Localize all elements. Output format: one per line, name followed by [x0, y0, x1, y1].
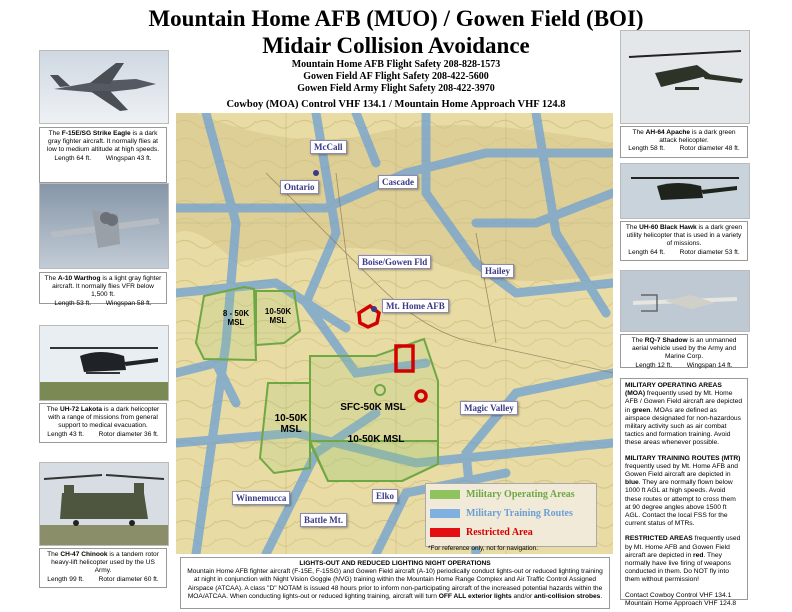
- legend-mtr: [430, 508, 573, 522]
- uh72-photo: [39, 325, 169, 401]
- a10-wingspan: Wingspan 58 ft.: [105, 299, 152, 307]
- city-magic-valley[interactable]: Magic Valley: [460, 401, 518, 415]
- night-ops-title: LIGHTS-OUT AND REDUCED LIGHTING NIGHT OPERATIONS: [299, 560, 491, 567]
- phone-gowen-af: Gowen Field AF Flight Safety 208-422-5600: [303, 71, 489, 82]
- ah64-name: AH-64 Apache: [645, 129, 691, 136]
- city-elko[interactable]: Elko: [372, 489, 398, 503]
- city-ontario[interactable]: Ontario: [280, 180, 319, 194]
- map-note: *For reference only, not for navigation.: [428, 545, 539, 552]
- legend-restricted: [430, 527, 533, 541]
- page-subtitle: Midair Collision Avoidance: [262, 33, 530, 58]
- mtr-info-body1: frequently used by Mt. Home AFB and Gowen Field aircraft are depicted in: [625, 462, 739, 479]
- rq7-wingspan: Wingspan 14 ft.: [686, 361, 733, 369]
- zone-label-sfc-50k: SFC-50K MSL: [340, 402, 406, 413]
- ah64-photo: [620, 30, 750, 124]
- mtr-info: [625, 455, 743, 529]
- uh72-desc: is a dark helicopter with a range of missions from general support to medical evacuation.: [48, 406, 160, 430]
- ah64-length: Length 58 ft.: [628, 145, 665, 153]
- legend-moa-swatch: [430, 490, 460, 499]
- night-ops-tail2: .: [600, 592, 603, 600]
- contact-cowboy: Contact Cowboy Control VHF 134.1: [625, 591, 732, 599]
- a10-desc: is a light gray fighter aircraft. It normally flies VFR below 1,500 ft.: [52, 275, 162, 299]
- f15-name: F-15E/SG Strike Eagle: [61, 130, 131, 137]
- night-ops-tail1: and/or: [511, 592, 535, 600]
- night-ops-body: Mountain Home AFB fighter aircraft (F-15E, F-15SG) and Gowen Field aircraft (A-10) periodically conduct lights-out or reduced lighting training at night in conjunction with Night Vision Goggle (NVG) training within the Mountain Home Range Complex and Air Traffic Control Assigned Airspace (ATCAA). A class "D" NOTAM is issued 48 hours prior to inform non-participating aircraft of the increased potential hazards within the MOA/ATCAA. When conducting lights-out or reduced lighting training, aircraft will turn: [187, 568, 603, 600]
- city-cascade[interactable]: Cascade: [378, 175, 418, 189]
- moa-info-body2: . MOAs are defined as airspace designated for non-hazardous military activity such as air combat tactics and formation training. Avoid these areas whenever possible.: [625, 406, 741, 447]
- ch47-desc: is a tandem rotor heavy-lift helicopter used by the US Army.: [51, 551, 159, 575]
- uh72-name: UH-72 Lakota: [59, 406, 103, 413]
- mtr-info-body2: . They are normally flown below 1000 ft AGL at high speeds. Avoid these routes or attempt to cross them at 90 degree angles above 1500 ft AGL. Contact the local FSS for the current status of MTRs.: [625, 479, 736, 528]
- city-boise[interactable]: Boise/Gowen Fld: [358, 255, 431, 269]
- ah64-desc: is a dark green attack helicopter.: [659, 129, 736, 145]
- zone-label-10-50k-south: 10-50K MSL: [347, 434, 405, 445]
- f15-wingspan: Wingspan 43 ft.: [105, 154, 152, 162]
- contact-info: [625, 592, 743, 608]
- legend-mtr-swatch: [430, 509, 460, 518]
- ch47-photo: [39, 462, 169, 546]
- radio-frequencies: Cowboy (MOA) Control VHF 134.1 / Mountain Home Approach VHF 124.8: [226, 99, 566, 110]
- ah64-rotor: Rotor diameter 48 ft.: [679, 145, 740, 153]
- mtr-info-title: MILITARY TRAINING ROUTES (MTR): [625, 454, 741, 462]
- legend-restricted-label: Restricted Area: [466, 527, 533, 538]
- city-mccall[interactable]: McCall: [310, 140, 347, 154]
- moa-info: [625, 382, 743, 448]
- uh72-rotor: Rotor diameter 36 ft.: [98, 430, 159, 438]
- sectional-map[interactable]: [176, 113, 613, 554]
- moa-info-body1: frequently used by Mt. Home AFB / Gowen Field aircraft are depicted in: [625, 390, 743, 414]
- restricted-info-body1: frequently used by Mt. Home AFB and Gowen Field aircraft are depicted in: [625, 535, 741, 559]
- rq7-caption: The RQ-7 Shadow is an unmanned aerial vehicle used by the Army and Marine Corp. Length 12 ft. Wingspan 14 ft.: [620, 334, 748, 368]
- rq7-photo: [620, 270, 750, 332]
- legend-mtr-label: Military Training Routes: [466, 508, 573, 519]
- night-ops-emph1: OFF ALL exterior lights: [438, 592, 512, 600]
- phone-gowen-army: Gowen Field Army Flight Safety 208-422-3970: [297, 83, 495, 94]
- ch47-length: Length 99 ft.: [47, 575, 84, 583]
- f15-desc: is a dark gray fighter aircraft. It normally flies at low to medium altitude at high speeds.: [46, 130, 160, 154]
- uh60-caption: The UH-60 Black Hawk is a dark green utility helicopter that is used in a variety of missions. Length 64 ft. Rotor diameter 53 ft.: [620, 221, 748, 261]
- moa-info-title: MILITARY OPERATING AREAS (MOA): [625, 382, 722, 398]
- zone-label-10-50k-sw: 10-50K MSL: [274, 413, 308, 435]
- restricted-info-title: RESTRICTED AREAS: [625, 535, 693, 543]
- a10-length: Length 53 ft.: [54, 299, 92, 307]
- legend-restricted-swatch: [430, 528, 460, 537]
- f15-length: Length 64 ft.: [54, 154, 92, 162]
- zone-label-8-50k: 8 - 50K MSL: [222, 309, 250, 327]
- uh60-photo: [620, 163, 750, 219]
- city-mthome[interactable]: Mt. Home AFB: [382, 299, 449, 313]
- restricted-info: [625, 535, 743, 584]
- uh60-rotor: Rotor diameter 53 ft.: [679, 248, 740, 256]
- night-ops-panel: [180, 557, 610, 609]
- mtr-info-color: blue: [625, 479, 639, 487]
- contact-approach: Mountain Home Approach VHF 124.8: [625, 599, 737, 607]
- phone-mthome: Mountain Home AFB Flight Safety 208-828-1573: [291, 59, 501, 70]
- uh72-caption: The UH-72 Lakota is a dark helicopter with a range of missions from general support to medical evacuation. Length 43 ft. Rotor diameter 36 ft.: [39, 403, 167, 443]
- page-title: Mountain Home AFB (MUO) / Gowen Field (BOI): [148, 6, 644, 31]
- ch47-rotor: Rotor diameter 60 ft.: [98, 575, 159, 583]
- legend-moa-label: Military Operating Areas: [466, 489, 575, 500]
- map-legend: [425, 483, 597, 547]
- restricted-info-body2: . They normally have live firing of weapons conducted in them. Do NOT fly into them without permission!: [625, 551, 731, 584]
- ah64-caption: The AH-64 Apache is a dark green attack helicopter. Length 58 ft. Rotor diameter 48 ft.: [620, 126, 748, 158]
- airspace-info-panel: [620, 378, 748, 607]
- f15-photo: [39, 50, 169, 124]
- a10-caption: The A-10 Warthog is a light gray fighter aircraft. It normally flies VFR below 1,500 ft. Length 53 ft. Wingspan 58 ft.: [39, 272, 167, 304]
- ch47-caption: The CH-47 Chinook is a tandem rotor heavy-lift helicopter used by the US Army. Length 99 ft. Rotor diameter 60 ft.: [39, 548, 167, 588]
- city-hailey[interactable]: Hailey: [481, 264, 514, 278]
- a10-photo: [39, 183, 169, 269]
- rq7-name: RQ-7 Shadow: [644, 337, 688, 344]
- city-winnemucca[interactable]: Winnemucca: [232, 491, 290, 505]
- uh60-desc: is a dark green utility helicopter that is used in a variety of missions.: [626, 224, 743, 248]
- a10-name: A-10 Warthog: [57, 275, 101, 282]
- f15-caption: The F-15E/SG Strike Eagle is a dark gray fighter aircraft. It normally flies at low to medium altitude at high speeds. Length 64 ft. Wingspan 43 ft.: [39, 127, 167, 183]
- rq7-desc: is an unmanned aerial vehicle used by the Army and Marine Corp.: [631, 337, 737, 361]
- rq7-length: Length 12 ft.: [635, 361, 673, 369]
- ch47-name: CH-47 Chinook: [60, 551, 108, 558]
- legend-moa: [430, 489, 575, 503]
- zone-label-10-50k-west: 10-50K MSL: [264, 307, 292, 325]
- uh60-length: Length 64 ft.: [628, 248, 665, 256]
- uh60-name: UH-60 Black Hawk: [639, 224, 697, 231]
- moa-info-color: green: [632, 406, 651, 414]
- night-ops-emph2: anti-collision strobes: [534, 592, 601, 600]
- city-battle-mt[interactable]: Battle Mt.: [300, 513, 347, 527]
- uh72-length: Length 43 ft.: [47, 430, 84, 438]
- restricted-info-color: red: [693, 551, 704, 559]
